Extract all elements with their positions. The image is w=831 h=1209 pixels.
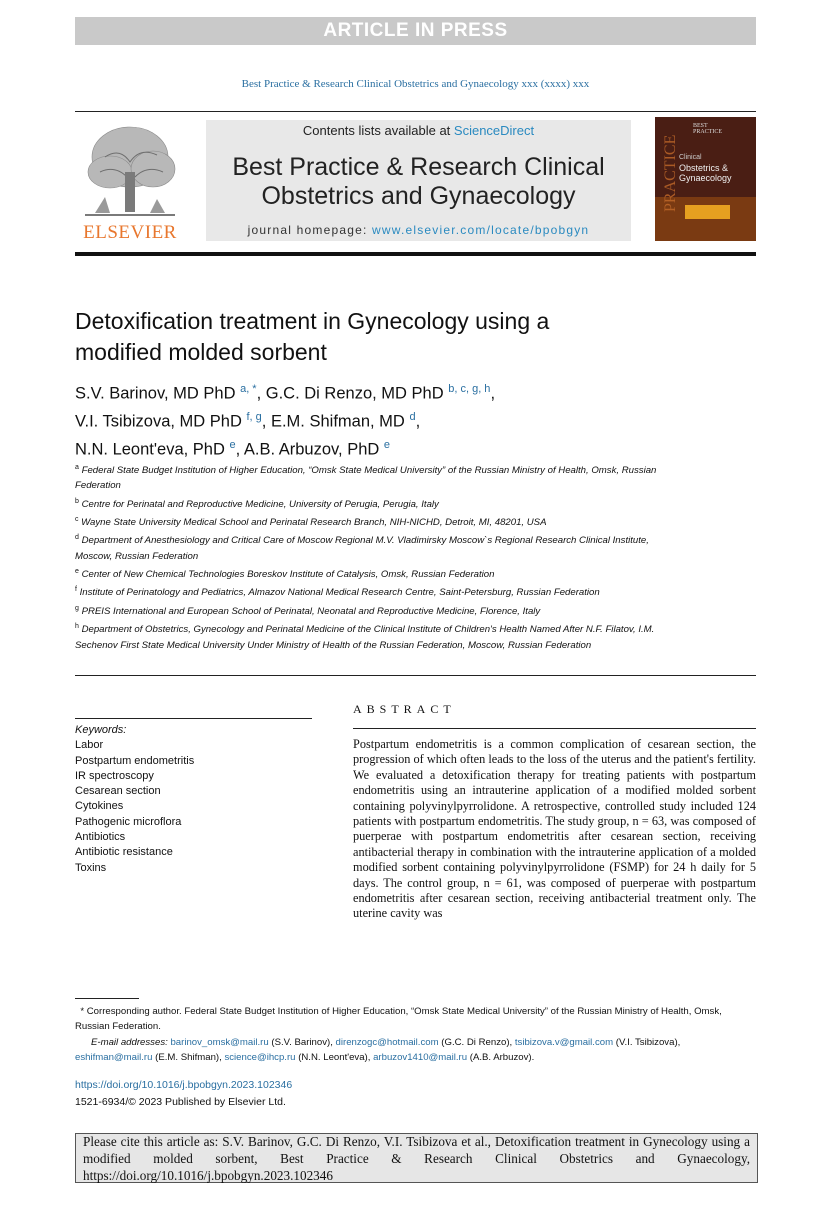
author-separator: , [235,440,244,459]
footnote-rule [75,998,139,999]
affiliation-key: g [75,604,79,612]
keyword-item: Labor [75,739,104,752]
email-link[interactable]: barinov_omsk@mail.ru [170,1036,269,1048]
author-name: S.V. Barinov, MD PhD [75,384,236,403]
cover-line5: Gynaecology [679,173,732,183]
keyword-item: Pathogenic microflora [75,815,182,828]
keywords-block [75,723,312,876]
keyword-item: Antibiotic resistance [75,846,173,859]
affiliation-text: Department of Anesthesiology and Critical Care of Moscow Regional M.V. Vladimirsky Moscow`s Regional Research Clinical Institute, Moscow, Russian Federation [75,535,649,562]
author-line-1 [75,378,715,406]
article-title-line1: Detoxification treatment in Gynecology using a [75,308,550,334]
article-in-press-banner: ARTICLE IN PRESS [75,17,756,45]
email-link[interactable]: arbuzov1410@mail.ru [373,1052,468,1064]
author-affiliation-link[interactable]: e [383,439,391,451]
author-affiliation-link[interactable]: f, g [246,411,262,423]
keyword-item: Antibiotics [75,831,126,844]
footnotes [75,1004,756,1066]
author-line-2 [75,406,715,434]
author-affiliation-link[interactable]: a, * [240,383,257,395]
cover-title [679,153,732,183]
cover-line3: Clinical [679,154,702,161]
email-link[interactable]: eshifman@mail.ru [75,1052,153,1064]
keyword-item: Cesarean section [75,785,161,798]
keywords-rule [75,718,312,719]
affiliation-text: Federal State Budget Institution of Higher Education, “Omsk State Medical University” of the Russian Ministry of Health, Omsk, Russian Federation [75,465,657,492]
email-owner: (N.N. Leont'eva), [298,1052,374,1064]
asterisk-marker: * [75,1006,87,1017]
cover-line2: PRACTICE [693,129,723,135]
affiliation-key: b [75,497,79,505]
keyword-item: Postpartum endometritis [75,754,195,767]
email-link[interactable]: science@ihcp.ru [224,1052,296,1064]
author-separator: , [261,412,271,431]
journal-title-line2: Obstetrics and Gynaecology [261,182,576,210]
cover-line1: BEST [693,123,708,129]
author-name: E.M. Shifman, MD [270,412,405,431]
affiliation-item [75,582,685,600]
email-link[interactable]: tsibizova.v@gmail.com [514,1036,614,1048]
email-owner: (A.B. Arbuzov). [469,1052,535,1064]
author-separator: , [490,384,496,403]
author-list [75,378,715,462]
email-owner: (G.C. Di Renzo), [441,1036,515,1048]
contents-available-line [206,123,631,138]
affiliation-key: c [75,515,79,523]
affiliation-item [75,601,685,619]
author-affiliation-link[interactable]: d [409,411,416,423]
author-name: N.N. Leont'eva, PhD [75,440,225,459]
email-addresses [75,1035,756,1066]
affiliation-text: Wayne State University Medical School and Perinatal Research Branch, NIH-NICHD, Detroit, MI, 48201, USA [81,517,547,529]
corresponding-author-note [75,1004,756,1035]
affiliation-key: f [75,586,77,594]
affiliation-text: Centre for Perinatal and Reproductive Medicine, University of Perugia, Perugia, Italy [81,498,439,510]
author-affiliation-link[interactable]: e [229,439,236,451]
cover-text [693,123,722,135]
journal-homepage-line [206,223,631,237]
author-affiliation-link[interactable]: b, c, g, h [448,383,491,395]
citation-box: Please cite this article as: S.V. Barinov, G.C. Di Renzo, V.I. Tsibizova et al., Detoxification treatment in Gynecology using a modified molded sorbent, Best Practice & Research Clinical Obstetrics and Gynaecology, https://doi.org/10.1016/j.bpobgyn.2023.102346 [75,1133,758,1183]
author-line-3 [75,434,715,462]
homepage-url-link[interactable]: www.elsevier.com/locate/bpobgyn [372,223,590,237]
sciencedirect-link[interactable]: ScienceDirect [453,123,535,138]
keyword-item: Cytokines [75,800,124,813]
affiliation-text: Department of Obstetrics, Gynecology and Perinatal Medicine of the Clinical Institute of Children's Health Named After N.F. Filatov, I.M. Sechenov First State Medical University Under Ministry of Health of the Russian Federation, Moscow, Russian Federation [75,624,655,651]
author-name: A.B. Arbuzov, PhD [243,440,380,459]
affiliation-item [75,619,685,653]
affiliation-item [75,460,685,494]
affiliation-item [75,494,685,512]
affiliation-key: e [75,567,79,575]
affiliation-item [75,564,685,582]
corresponding-author-text: Corresponding author. Federal State Budget Institution of Higher Education, “Omsk State Medical University” of the Russian Ministry of Health, Omsk, Russian Federation. [75,1006,722,1033]
email-owner: (E.M. Shifman), [155,1052,225,1064]
journal-reference-link[interactable]: Best Practice & Research Clinical Obstetrics and Gynaecology xxx (xxxx) xxx [241,78,590,90]
article-title-line2: modified molded sorbent [75,339,327,365]
affiliation-text: Institute of Perinatology and Pediatrics, Almazov National Medical Research Centre, Saint-Petersburg, Russian Federation [79,587,600,599]
keywords-heading: Keywords: [75,724,127,736]
journal-title-line1: Best Practice & Research Clinical [232,153,605,181]
cover-line4: Obstetrics & [679,163,729,173]
abstract-text: Postpartum endometritis is a common complication of cesarean section, the progression of which often leads to the loss of the uterus and the patient's fertility. We evaluated a detoxification therapy for treating patients with postpartum endometritis using an intrauterine application of a modified molded sorbent containing polyvinylpyrrolidone. A retrospective, controlled study included 124 patients with postpartum endometritis. The study group, n = 63, was composed of puerperae with postpartum endometritis after cesarean section, receiving antibacterial therapy in combination with the intrauterine application of a molded modified sorbent containing polyvinylpyrrolidone (FSMP) for 24 h daily for 5 days. The control group, n = 61, was composed of puerperae with postpartum endometritis after cesarean section, receiving antibacterial treatment only. The uterine cavity was [353,737,756,921]
author-separator: , [256,384,266,403]
section-divider [75,675,756,676]
affiliation-text: Center of New Chemical Technologies Boreskov Institute of Catalysis, Omsk, Russian Federation [81,569,495,581]
affiliation-item [75,530,685,564]
email-link[interactable]: direnzogc@hotmail.com [335,1036,439,1048]
affiliation-key: a [75,464,79,471]
keyword-item: IR spectroscopy [75,769,154,782]
email-owner: (V.I. Tsibizova), [615,1036,681,1048]
affiliation-key: h [75,623,79,631]
abstract-heading: ABSTRACT [353,702,456,716]
author-separator: , [415,412,421,431]
cover-vertical-text: PRACTICE [662,134,679,212]
abstract-rule [353,728,756,729]
email-label: E-mail addresses: [91,1036,168,1048]
affiliation-key: d [75,534,79,542]
author-name: G.C. Di Renzo, MD PhD [265,384,444,403]
homepage-label: journal homepage: [247,223,373,237]
affiliation-text: PREIS International and European School of Perinatal, Neonatal and Reproductive Medicine, Florence, Italy [81,605,541,617]
article-title [75,306,695,368]
affiliation-item [75,512,685,530]
doi-link[interactable]: https://doi.org/10.1016/j.bpobgyn.2023.102346 [75,1079,293,1091]
keyword-item: Toxins [75,861,107,874]
contents-prefix: Contents lists available at [302,123,454,138]
header-bottom-rule [75,252,756,256]
journal-cover-image [655,117,756,241]
header-top-rule [75,111,756,112]
issn-copyright: 1521-6934/© 2023 Published by Elsevier Ltd. [75,1096,286,1108]
affiliations [75,460,685,653]
email-owner: (S.V. Barinov), [271,1036,336,1048]
author-name: V.I. Tsibizova, MD PhD [75,412,242,431]
journal-title [206,153,631,211]
elsevier-wordmark: ELSEVIER [83,222,177,243]
